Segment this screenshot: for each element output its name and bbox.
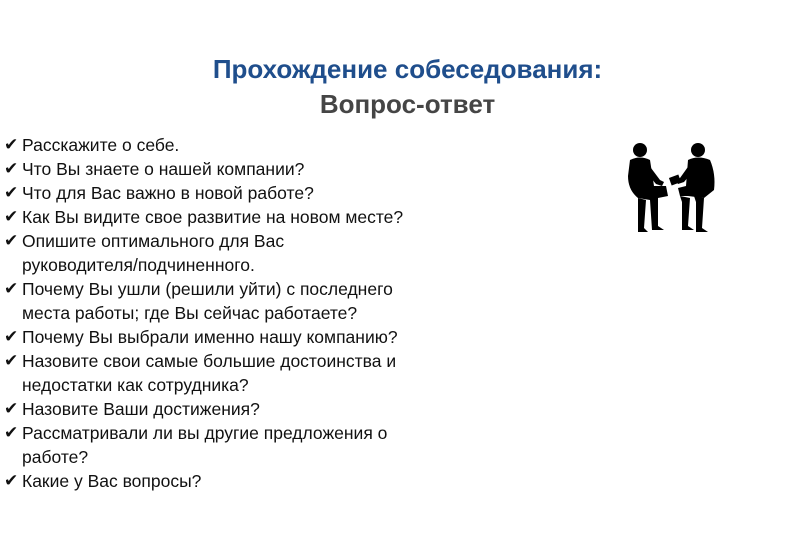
question-line: Какие у Вас вопросы? [22,471,202,491]
question-text [22,205,484,229]
question-text [22,181,484,205]
question-line: Почему Вы ушли (решили уйти) с последнего [22,279,393,299]
question-item [4,133,484,157]
checkmark-icon: ✔ [4,399,19,418]
question-line: Назовите Ваши достижения? [22,399,260,419]
question-item [4,157,484,181]
question-item [4,469,484,493]
question-line: Рассматривали ли вы другие предложения о [22,423,388,443]
question-item [4,181,484,205]
question-text [22,397,484,421]
question-text [22,133,484,157]
question-text [22,277,484,325]
checkmark-icon: ✔ [4,207,19,226]
question-line: Опишите оптимального для Вас [22,231,285,251]
question-line: Назовите свои самые большие достоинства и [22,351,397,371]
question-line: Что для Вас важно в новой работе? [22,183,314,203]
question-list [4,133,484,493]
checkmark-icon: ✔ [4,327,19,346]
question-text [22,325,484,349]
question-line: Расскажите о себе. [22,135,180,155]
right-person-head [691,143,705,157]
question-line: Что Вы знаете о нашей компании? [22,159,305,179]
question-text [22,157,484,181]
question-item [4,205,484,229]
question-item [4,397,484,421]
checkmark-icon: ✔ [4,471,19,490]
question-line: Как Вы видите свое развитие на новом месте? [22,207,404,227]
interview-silhouettes-icon [618,140,722,236]
question-text [22,349,484,397]
checkmark-icon: ✔ [4,231,19,250]
checkmark-icon: ✔ [4,135,19,154]
question-item [4,277,484,325]
question-line-continued: руководителя/подчиненного. [22,255,255,275]
question-item [4,349,484,397]
slide-subtitle: Вопрос-ответ [319,89,496,119]
question-text [22,421,484,469]
question-line-continued: недостатки как сотрудника? [22,375,249,395]
left-person-leg [638,198,648,232]
question-item [4,421,484,469]
checkmark-icon: ✔ [4,183,19,202]
question-line-continued: работе? [22,447,89,467]
checkmark-icon: ✔ [4,159,19,178]
left-person-head [633,143,647,157]
right-person-leg [680,196,694,230]
slide-title: Прохождение собеседования: [212,54,603,84]
question-text [22,229,484,277]
question-text [22,469,484,493]
checkmark-icon: ✔ [4,351,19,370]
question-item [4,229,484,277]
question-line: Почему Вы выбрали именно нашу компанию? [22,327,398,347]
question-line-continued: места работы; где Вы сейчас работаете? [22,303,358,323]
notepad [669,175,681,186]
checkmark-icon: ✔ [4,423,19,442]
slide-title-block [0,52,800,122]
checkmark-icon: ✔ [4,279,19,298]
right-person-leg-back [694,196,708,232]
question-item [4,325,484,349]
